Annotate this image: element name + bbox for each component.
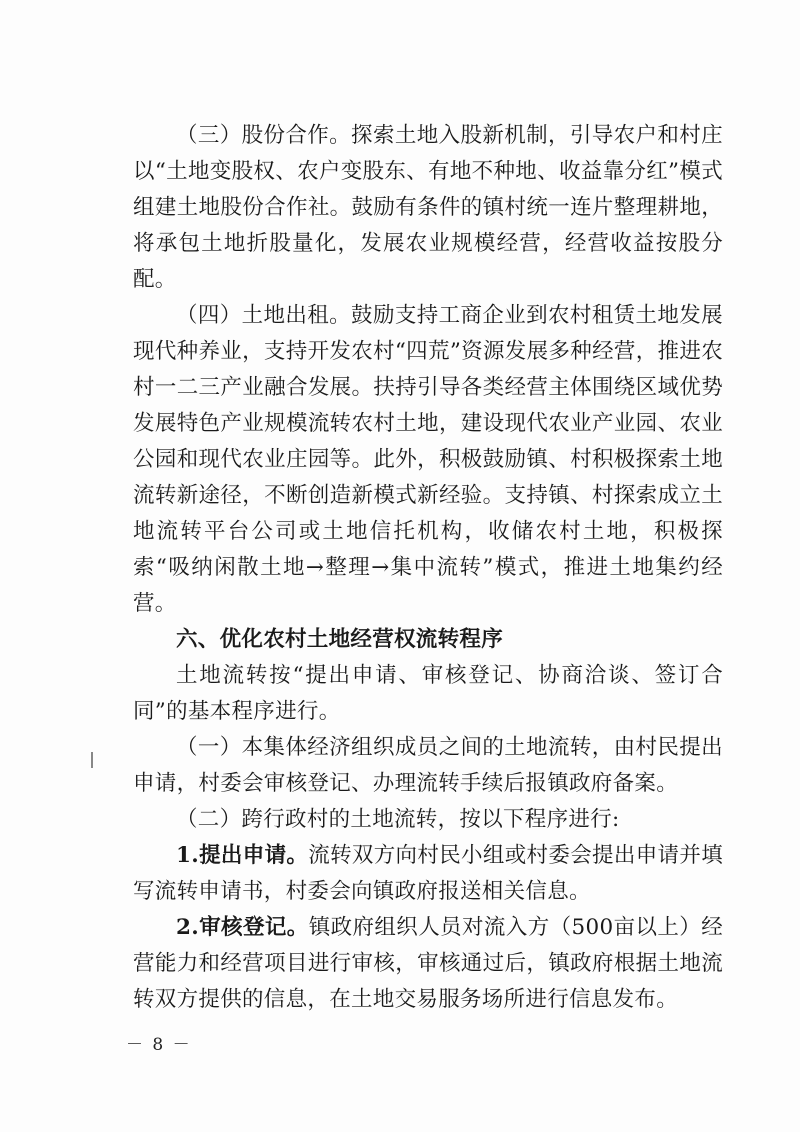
- margin-mark: [91, 752, 93, 768]
- paragraph-land-lease: （四）土地出租。鼓励支持工商企业到农村租赁土地发展现代种养业，支持开发农村“四荒”资源发展多种经营，推进农村一二三产业融合发展。扶持引导各类经营主体围绕区域优势发展特色产业规模流转农村土地，建设现代农业产业园、农业公园和现代农业庄园等。此外，积极鼓励镇、村积极探索土地流转新途径，不断创造新模式新经验。支持镇、村探索成立土地流转平台公司或土地信托机构，收储农村土地，积极探索“吸纳闲散土地→整理→集中流转”模式，推进土地集约经营。: [133, 303, 723, 616]
- page-number: － 8 －: [126, 1035, 192, 1055]
- step-review-text: 镇政府组织人员对流入方（500亩以上）经营能力和经营项目进行审核，审核通过后，镇政府根据土地流转双方提供的信息，在土地交易服务场所进行信息发布。: [133, 915, 724, 1012]
- paragraph-procedure-intro: 土地流转按“提出申请、审核登记、协商洽谈、签订合同”的基本程序进行。: [133, 663, 723, 724]
- paragraph-share-cooperation: （三）股份合作。探索土地入股新机制，引导农户和村庄以“土地变股权、农户变股东、有地不种地、收益靠分红”模式组建土地股份合作社。鼓励有条件的镇村统一连片整理耕地，将承包土地折股量化，发展农业规模经营，经营收益按股分配。: [133, 123, 723, 292]
- paragraph-within-collective: （一）本集体经济组织成员之间的土地流转，由村民提出申请，村委会审核登记、办理流转手续后报镇政府备案。: [133, 735, 723, 796]
- document-body: [133, 118, 723, 1018]
- section-heading: 六、优化农村土地经营权流转程序: [176, 627, 504, 652]
- step-apply: [133, 838, 723, 910]
- step-review: [133, 910, 723, 1018]
- step-apply-text: 流转双方向村民小组或村委会提出申请并填写流转申请书，村委会向镇政府报送相关信息。: [133, 843, 723, 904]
- step-apply-lead: 1.提出申请。: [176, 843, 309, 868]
- step-review-lead: 2.审核登记。: [176, 915, 309, 940]
- paragraph-cross-village: （二）跨行政村的土地流转，按以下程序进行:: [176, 807, 620, 832]
